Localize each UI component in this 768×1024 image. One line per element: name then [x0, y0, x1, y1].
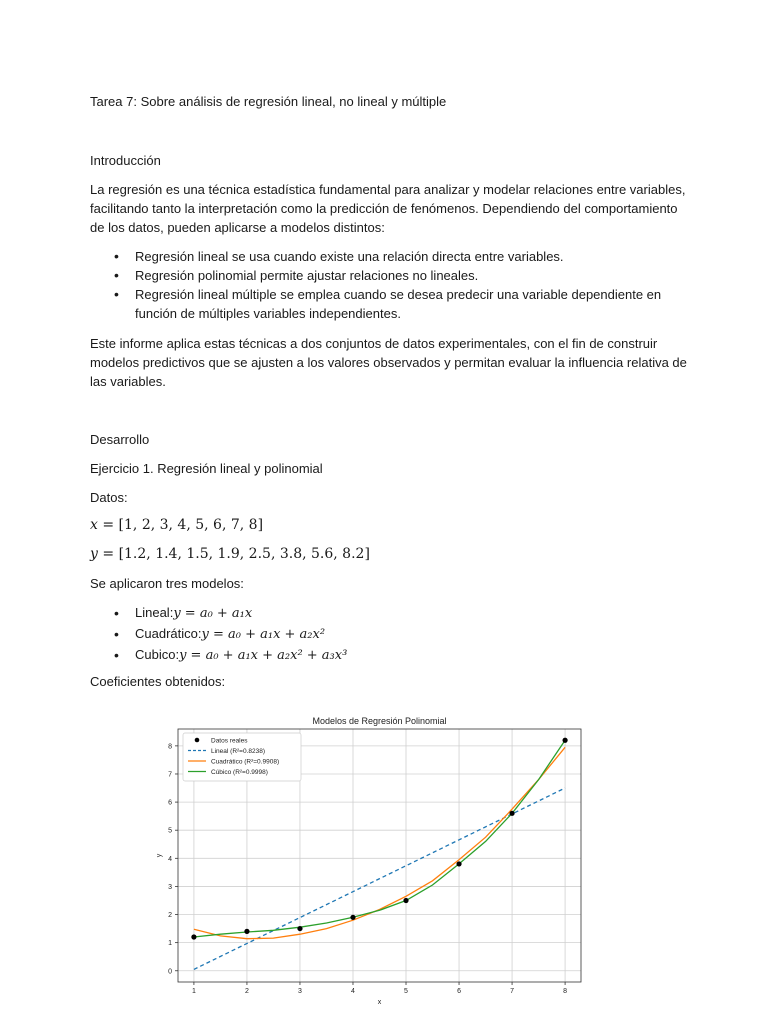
y-tick-label: 0: [168, 968, 172, 976]
y-axis-label: y: [156, 853, 163, 858]
list-item: [90, 645, 690, 666]
list-item: [90, 603, 690, 624]
y-values: [1.2, 1.4, 1.5, 1.9, 2.5, 3.8, 5.6, 8.2]: [118, 546, 370, 562]
data-point: [403, 898, 408, 903]
coefficients-heading: Coeficientes obtenidos:: [90, 674, 226, 689]
data-point: [244, 929, 249, 934]
x-tick-label: 3: [298, 988, 302, 995]
legend-label: Datos reales: [211, 737, 248, 745]
x-tick-label: 5: [404, 988, 408, 995]
models-list: [90, 603, 690, 666]
legend-label: Cuadrático (R²=0.9908): [211, 758, 280, 766]
apply-paragraph: Este informe aplica estas técnicas a dos conjuntos de datos experimentales, con el fin de construir modelos predictivos que se ajusten a los valores observados y permitan evaluar la influencia relativa de las variables.: [90, 336, 687, 389]
data-label: Datos:: [90, 490, 128, 505]
model-name: Cubico:: [135, 647, 180, 662]
chart-svg: [153, 712, 585, 1008]
model-formula: y = a₀ + a₁x + a₂x²: [201, 627, 326, 642]
y-tick-label: 4: [168, 855, 172, 863]
chart-title: Modelos de Regresión Polinomial: [312, 716, 447, 726]
data-point: [191, 934, 196, 939]
document-title: Tarea 7: Sobre análisis de regresión lineal, no lineal y múltiple: [90, 94, 447, 109]
x-variable: x: [90, 517, 98, 533]
data-point: [297, 926, 302, 931]
y-tick-label: 7: [168, 771, 172, 779]
regression-chart: [153, 712, 585, 1008]
x-tick-label: 8: [563, 988, 568, 995]
intro-paragraph: La regresión es una técnica estadística fundamental para analizar y modelar relaciones entre variables, facilitando tanto la interpretación como la predicción de fenómenos. Dependiendo del comportamiento de los datos, pueden aplicarse a modelos distintos:: [90, 182, 686, 235]
legend-label: Lineal (R²=0.8238): [211, 748, 266, 755]
list-item: • Regresión lineal múltiple se emplea cuando se desea predecir una variable dependiente en función de múltiples variables independientes.: [90, 285, 690, 323]
y-variable: y: [90, 546, 98, 562]
x-tick-label: 2: [244, 988, 249, 995]
data-point: [562, 738, 567, 743]
data-point: [350, 915, 355, 920]
x-values: [1, 2, 3, 4, 5, 6, 7, 8]: [118, 517, 264, 533]
models-intro: Se aplicaron tres modelos:: [90, 576, 244, 591]
chart-legend: [183, 733, 301, 781]
y-tick-label: 3: [168, 883, 172, 891]
model-formula: y = a₀ + a₁x: [173, 606, 253, 621]
y-data-equation: y = [1.2, 1.4, 1.5, 1.9, 2.5, 3.8, 5.6, 8.2]: [90, 546, 370, 562]
list-item: • Regresión lineal se usa cuando existe una relación directa entre variables.: [90, 247, 690, 266]
intro-bullet-list: [90, 247, 690, 323]
y-tick-label: 8: [168, 743, 172, 751]
legend-marker: [195, 738, 200, 743]
y-tick-label: 1: [168, 940, 172, 948]
x-tick-label: 7: [510, 988, 515, 995]
intro-heading: Introducción: [90, 153, 161, 168]
list-item: • Regresión polinomial permite ajustar relaciones no lineales.: [90, 266, 690, 285]
model-formula: y = a₀ + a₁x + a₂x² + a₃x³: [179, 648, 348, 663]
y-tick-label: 5: [168, 827, 172, 835]
legend-label: Cúbico (R²=0.9998): [211, 769, 268, 776]
x-axis-label: x: [377, 999, 382, 1006]
model-name: Cuadrático:: [135, 626, 202, 641]
model-name: Lineal:: [135, 605, 174, 620]
y-tick-label: 6: [168, 799, 172, 807]
y-tick-label: 2: [168, 912, 172, 920]
x-data-equation: x = [1, 2, 3, 4, 5, 6, 7, 8]: [90, 517, 264, 533]
data-point: [456, 861, 461, 866]
list-item: [90, 624, 690, 645]
exercise-heading: Ejercicio 1. Regresión lineal y polinomial: [90, 461, 323, 476]
x-tick-label: 6: [457, 988, 461, 995]
x-tick-label: 4: [351, 988, 355, 995]
x-tick-label: 1: [191, 988, 196, 995]
development-heading: Desarrollo: [90, 432, 150, 447]
data-point: [509, 811, 514, 816]
